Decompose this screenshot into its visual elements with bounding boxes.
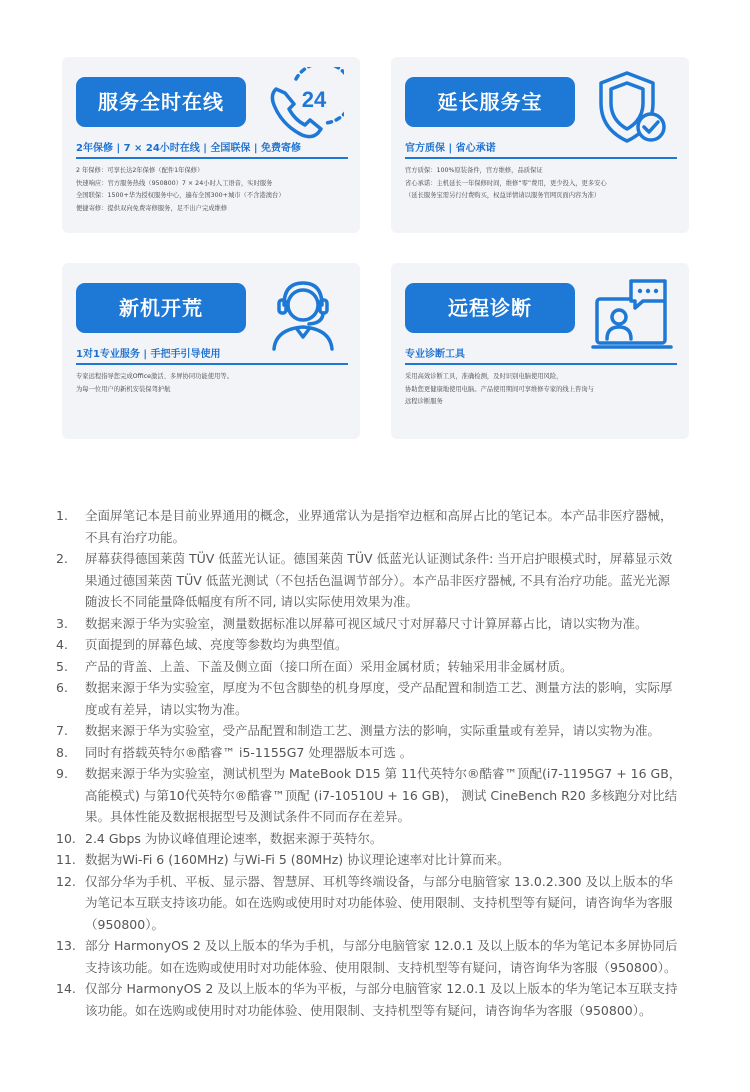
footnote-text: 仅部分 HarmonyOS 2 及以上版本的华为平板，与部分电脑管家 12.0.1 及以上版本的华为笔记本互联支持该功能。如在选购或使用时对功能体验、使用限制、支持机型等有疑问，请咨询华为客服（950800）。	[85, 981, 678, 1018]
description-line: 为每一位用户的新机安装保驾护航	[76, 385, 171, 393]
service-description	[76, 165, 348, 215]
footnote-text: 部分 HarmonyOS 2 及以上版本的华为手机，与部分电脑管家 12.0.1 及以上版本的华为笔记本多屏协同后支持该功能。如在选购或使用时对功能体验、使用限制、支持机型等有疑问，请咨询华为客服（950800）。	[85, 938, 678, 975]
footnote-text: 同时有搭载英特尔®酷睿™ i5-1155G7 处理器版本可选 。	[85, 744, 413, 760]
footnote-text: 数据来源于华为实验室，测量数据标准以屏幕可视区域尺寸对屏幕尺寸计算屏幕占比，请以实物为准。	[85, 615, 648, 631]
footnote	[56, 871, 682, 936]
footnote-text: 数据来源于华为实验室，测试机型为 MateBook D15 第 11代英特尔®酷睿™顶配(i7-1195G7 + 16 GB，高能模式) 与第10代英特尔®酷睿™顶配 (i7-10510U + 16 GB)， 测试 CineBench R20 多核跑分对比结果。具体性能及数据根据型号及测试条件不同而存在差异。	[85, 766, 682, 824]
footnote	[56, 828, 682, 850]
description-line: 便捷寄修：提供双向免费寄修服务，足不出户完成维修	[76, 204, 228, 212]
footnote	[56, 505, 682, 548]
footnote-text: 页面提到的屏幕色域、亮度等参数均为典型值。	[85, 637, 348, 652]
footnote	[56, 613, 682, 635]
service-card-extended-warranty	[391, 57, 689, 233]
service-title-pill: 远程诊断	[405, 283, 575, 333]
footnote-number: 6.	[56, 680, 68, 695]
remote-monitor-chat-icon	[591, 273, 673, 355]
footnote-text: 仅部分华为手机、平板、显示器、智慧屏、耳机等终端设备，与部分电脑管家 13.0.2.300 及以上版本的华为笔记本互联支持该功能。如在选购或使用时对功能体验、使用限制、支持机型等有疑问，请咨询华为客服（950800）。	[85, 873, 674, 932]
description-line: 省心承诺：主机延长一年保修时间，维修“零”费用，更少投入，更多安心	[405, 179, 607, 187]
footnote	[56, 634, 682, 656]
divider	[76, 363, 348, 365]
footnote-number: 7.	[56, 723, 68, 738]
service-description	[405, 165, 677, 203]
description-line: 2 年保修：可享长达2年保修（配件1年保修）	[76, 167, 204, 174]
service-tagline: 2年保修 | 7 × 24小时在线 | 全国联保 | 免费寄修	[76, 143, 302, 154]
service-title-pill: 新机开荒	[76, 283, 246, 333]
service-description	[405, 371, 677, 409]
footnote	[56, 978, 682, 1021]
footnote-number: 14.	[56, 981, 76, 996]
footnote-text: 屏幕获得德国莱茵 TÜV 低蓝光认证。德国莱茵 TÜV 低蓝光认证测试条件: 当开启护眼模式时，屏幕显示效果通过德国莱茵 TÜV 低蓝光测试（不包括色温调节部分）。本产品非医疗器械, 不具有治疗功能。蓝光光源随波长不同能量降低幅度有所不同, 请以实际使用效果为准。	[85, 551, 673, 609]
footnote	[56, 656, 682, 678]
service-description	[76, 371, 348, 396]
description-line: 专家远程指导您完成Office激活、多屏协同功能使用等。	[76, 373, 233, 380]
footnote-number: 3.	[56, 615, 68, 631]
headset-agent-icon	[262, 273, 344, 355]
footnote-number: 4.	[56, 637, 68, 652]
description-line: （延长服务宝需另行付费购买，权益详情请以服务官网页面内容为准）	[405, 192, 601, 199]
service-tagline: 1对1专业服务 | 手把手引导使用	[76, 349, 221, 360]
shield-check-icon	[591, 67, 673, 149]
footnote	[56, 548, 682, 613]
footnote-number: 5.	[56, 658, 68, 674]
description-line: 快速响应：官方服务热线（950800）7 × 24小时人工语音，实时服务	[76, 179, 273, 187]
footnotes-list	[56, 505, 682, 1021]
svg-text:24: 24	[301, 87, 327, 112]
footnote-number: 12.	[56, 873, 76, 889]
service-card-remote-diagnosis	[391, 263, 689, 439]
phone-24-icon	[262, 67, 344, 149]
footnote-number: 8.	[56, 744, 68, 760]
description-line: 远程诊断服务	[405, 398, 443, 405]
divider	[405, 157, 677, 159]
service-tagline: 官方质保 | 省心承诺	[405, 143, 496, 154]
footnote	[56, 720, 682, 742]
description-line: 采用高效诊断工具，准确检测，及时识别电脑使用风险，	[405, 373, 563, 380]
service-card-always-online	[62, 57, 360, 233]
footnote-text: 数据来源于华为实验室，受产品配置和制造工艺、测量方法的影响，实际重量或有差异，请以实物为准。	[85, 723, 661, 738]
description-line: 官方质保：100%原装备件，官方维修，品质保证	[405, 167, 543, 174]
footnote-number: 11.	[56, 852, 76, 867]
description-line: 协助您更健康地使用电脑。产品使用期间可享维修专家的线上咨询与	[405, 385, 594, 393]
footnote	[56, 677, 682, 720]
footnote-number: 13.	[56, 938, 76, 953]
footnote-number: 2.	[56, 551, 68, 566]
footnote-text: 2.4 Gbps 为协议峰值理论速率，数据来源于英特尔。	[85, 830, 383, 846]
footnote-text: 全面屏笔记本是目前业界通用的概念，业界通常认为是指窄边框和高屏占比的笔记本。本产品非医疗器械，不具有治疗功能。	[85, 508, 673, 545]
divider	[405, 363, 677, 365]
service-tagline: 专业诊断工具	[405, 349, 465, 360]
footnote-number: 10.	[56, 830, 76, 846]
footnote-text: 数据为Wi-Fi 6 (160MHz) 与Wi-Fi 5 (80MHz) 协议理论速率对比计算而来。	[85, 852, 510, 867]
service-card-new-device-setup	[62, 263, 360, 439]
service-title-pill: 服务全时在线	[76, 77, 246, 127]
footnote	[56, 935, 682, 978]
footnote	[56, 763, 682, 828]
footnote-number: 1.	[56, 508, 68, 523]
footnote	[56, 742, 682, 764]
footnote-text: 数据来源于华为实验室，厚度为不包含脚垫的机身厚度，受产品配置和制造工艺、测量方法的影响，实际厚度或有差异，请以实物为准。	[85, 680, 673, 717]
divider	[76, 157, 348, 159]
footnote-text: 产品的背盖、上盖、下盖及侧立面（接口所在面）采用金属材质；转轴采用非金属材质。	[85, 658, 573, 674]
service-title-pill: 延长服务宝	[405, 77, 575, 127]
footnote	[56, 849, 682, 871]
description-line: 全国联保：1500+华为授权服务中心，遍布全国300+城市（不含港澳台）	[76, 192, 285, 199]
footnote-number: 9.	[56, 766, 68, 781]
